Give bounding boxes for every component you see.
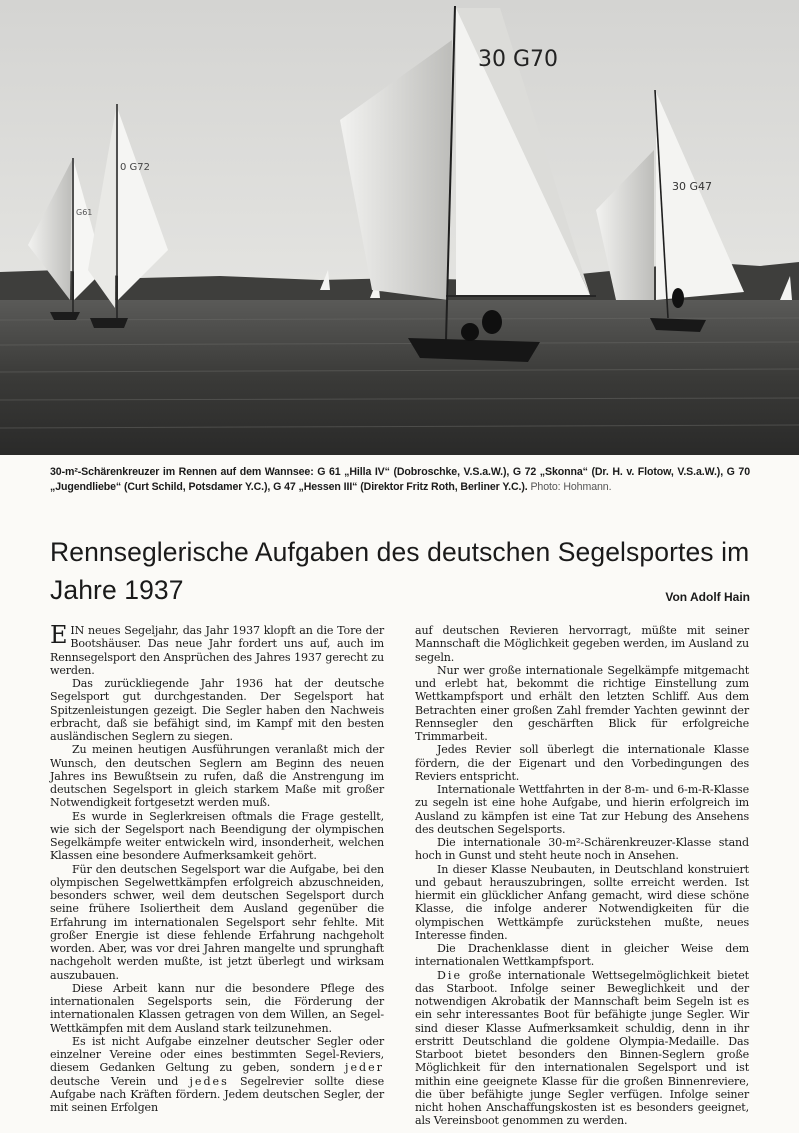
paragraph bbox=[50, 1035, 384, 1115]
paragraph-text: IN neues Segeljahr, das Jahr 1937 klopft an die Tore der Bootshäuser. Das neue Jahr fordert uns auf, auch im Rennsegelsport den Ansprüchen des Jahres 1937 gerecht zu werden. bbox=[50, 624, 384, 677]
paragraph: Die internationale 30-m²-Schärenkreuzer-Klasse stand hoch in Gunst und steht heute noch in Ansehen. bbox=[415, 836, 749, 863]
article-author: Von Adolf Hain bbox=[665, 590, 750, 604]
sail-number: G61 bbox=[76, 208, 93, 217]
paragraph: Die Drachenklasse dient in gleicher Weise dem internationalen Wettkampfsport. bbox=[415, 942, 749, 969]
sail-number: 0 G72 bbox=[120, 162, 151, 173]
paragraph: Zu meinen heutigen Ausführungen veranlaßt mich der Wunsch, den deutschen Seglern am Beginn des neuen Jahres ins Bewußtsein zu rufen, daß die Anstrengung im deutschen Segelsport in gleich starkem Maße mit großer Notwendigkeit fortgesetzt werden muß. bbox=[50, 743, 384, 810]
photo-credit: Photo: Hohmann. bbox=[530, 481, 612, 493]
sail-number: 30 G47 bbox=[672, 180, 713, 193]
right-column bbox=[415, 624, 749, 1128]
paragraph bbox=[415, 969, 749, 1128]
paragraph: auf deutschen Revieren hervorragt, müßte mit seiner Mannschaft die Möglichkeit gegeben werden, im Ausland zu segeln. bbox=[415, 624, 749, 664]
paragraph-text: große internationale Wettsegelmöglichkeit bietet das Starboot. Infolge seiner Beweglichkeit und der notwendigen Akrobatik der Mannschaft beim Segeln ist es ein sehr interessantes Boot für befähigte junge Segler. Wir sind dieser Klasse Aufmerksamkeit schuldig, denn in ihr erstritt Deutschland die goldene Olympia-Medaille. Das Starboot bietet besonders den Binnen-Seglern große Möglichkeit für den internationalen Segelsport und ist mithin eine geeignete Klasse für die großen Binnenreviere, die über befähigte junge Segler verfügen. Infolge seiner nicht hohen Anschaffungskosten ist es besonders geeignet, als Vereinsboot genommen zu werden. bbox=[415, 968, 749, 1128]
paragraph: Jedes Revier soll überlegt die internationale Klasse fördern, die der Eigenart und den Vorbedingungen des Reviers entspricht. bbox=[415, 743, 749, 783]
drop-cap: E bbox=[50, 621, 68, 649]
paragraph-text: deutsche Verein und bbox=[50, 1074, 179, 1088]
paragraph bbox=[50, 621, 384, 677]
sailing-photo bbox=[0, 0, 799, 455]
paragraph-text: Segelrevier sollte diese Aufgabe nach Kräften fördern. Jedem deutschen Segler, der mit seinen Erfolgen bbox=[50, 1074, 384, 1114]
article-title: Rennseglerische Aufgaben des deutschen Segelsportes im Jahre 1937 bbox=[50, 537, 750, 605]
left-column bbox=[50, 621, 384, 1114]
spaced-word: jeder bbox=[345, 1061, 384, 1075]
spaced-word: Die bbox=[437, 968, 463, 982]
paragraph: Das zurückliegende Jahr 1936 hat der deutsche Segelsport gut durchgestanden. Der Segelsport hat Spitzenleistungen gezeigt. Die Segler haben den Nachweis erbracht, daß sie befähigt sind, im Kampf mit den besten ausländischen Seglern zu siegen. bbox=[50, 677, 384, 743]
paragraph: Nur wer große internationale Segelkämpfe mitgemacht und erlebt hat, bekommt die richtige Einstellung zum Wettkampfsport und erhält den letzten Schliff. Aus dem Betrachten einer großen Zahl fremder Yachten gewinnt der Rennsegler den geschärften Blick für erfolgreiche Trimmarbeit. bbox=[415, 663, 749, 743]
paragraph: Für den deutschen Segelsport war die Aufgabe, bei den olympischen Segelwettkämpfen erfolgreich abzuschneiden, besonders schwer, weil dem deutschen Segelsport durch seine frühere Isoliertheit dem Ausland gegenüber die Erfahrung im internationalen Segelsport sehr fehlte. Mit großer Energie ist diese fehlende Erfahrung nachgeholt worden. Aber, was vor drei Jahren mangelte und sprunghaft nachgeholt werden mußte, ist jetzt überlegt und wirksam auszubauen. bbox=[50, 862, 384, 982]
paragraph-text: Es ist nicht Aufgabe einzelner deutscher Segler oder einzelner Vereine oder eines bestimmten Segel-Reviers, diesem Gedanken Geltung zu geben, sondern bbox=[50, 1034, 384, 1075]
paragraph: Diese Arbeit kann nur die besondere Pflege des internationalen Segelsports sein, die Förderung der internationalen Klassen getragen von dem Willen, an Segel-Wettkämpfen mit dem Ausland stark teilzunehmen. bbox=[50, 981, 384, 1035]
paragraph: In dieser Klasse Neubauten, in Deutschland konstruiert und gebaut herauszubringen, sollte erreicht werden. Ist hiermit ein glücklicher Anfang gemacht, wird diese schöne Klasse, die infolge anderer Notwendigkeiten für die olympischen Wettkämpfe zurückstehen mußte, neues Interesse finden. bbox=[415, 862, 749, 942]
photo-caption bbox=[50, 465, 750, 495]
paragraph: Internationale Wettfahrten in der 8-m- und 6-m-R-Klasse zu segeln ist eine hohe Aufgabe, und hierin erfolgreich im Ausland zu kämpfen ist eine Tat zur Hebung des Ansehens des deutschen Segelsports. bbox=[415, 783, 749, 836]
spaced-word: jedes bbox=[189, 1074, 229, 1088]
caption-text: 30-m²-Schärenkreuzer im Rennen auf dem Wannsee: G 61 „Hilla IV“ (Dobroschke, V.S.a.W.), G 72 „Skonna“ (Dr. H. v. Flotow, V.S.a.W.), G 70 „Jugendliebe“ (Curt Schild, Potsdamer Y.C.), G 47 „Hessen III“ (Direktor Fritz Roth, Berliner Y.C.). bbox=[50, 466, 750, 493]
paragraph: Es wurde in Seglerkreisen oftmals die Frage gestellt, wie sich der Segelsport nach Beendigung der olympischen Segelkämpfe weiter entwickeln wird, insonderheit, welchen Klassen eine besondere Aufmerksamkeit gehört. bbox=[50, 809, 384, 863]
sail-number: 30 G70 bbox=[478, 47, 559, 72]
